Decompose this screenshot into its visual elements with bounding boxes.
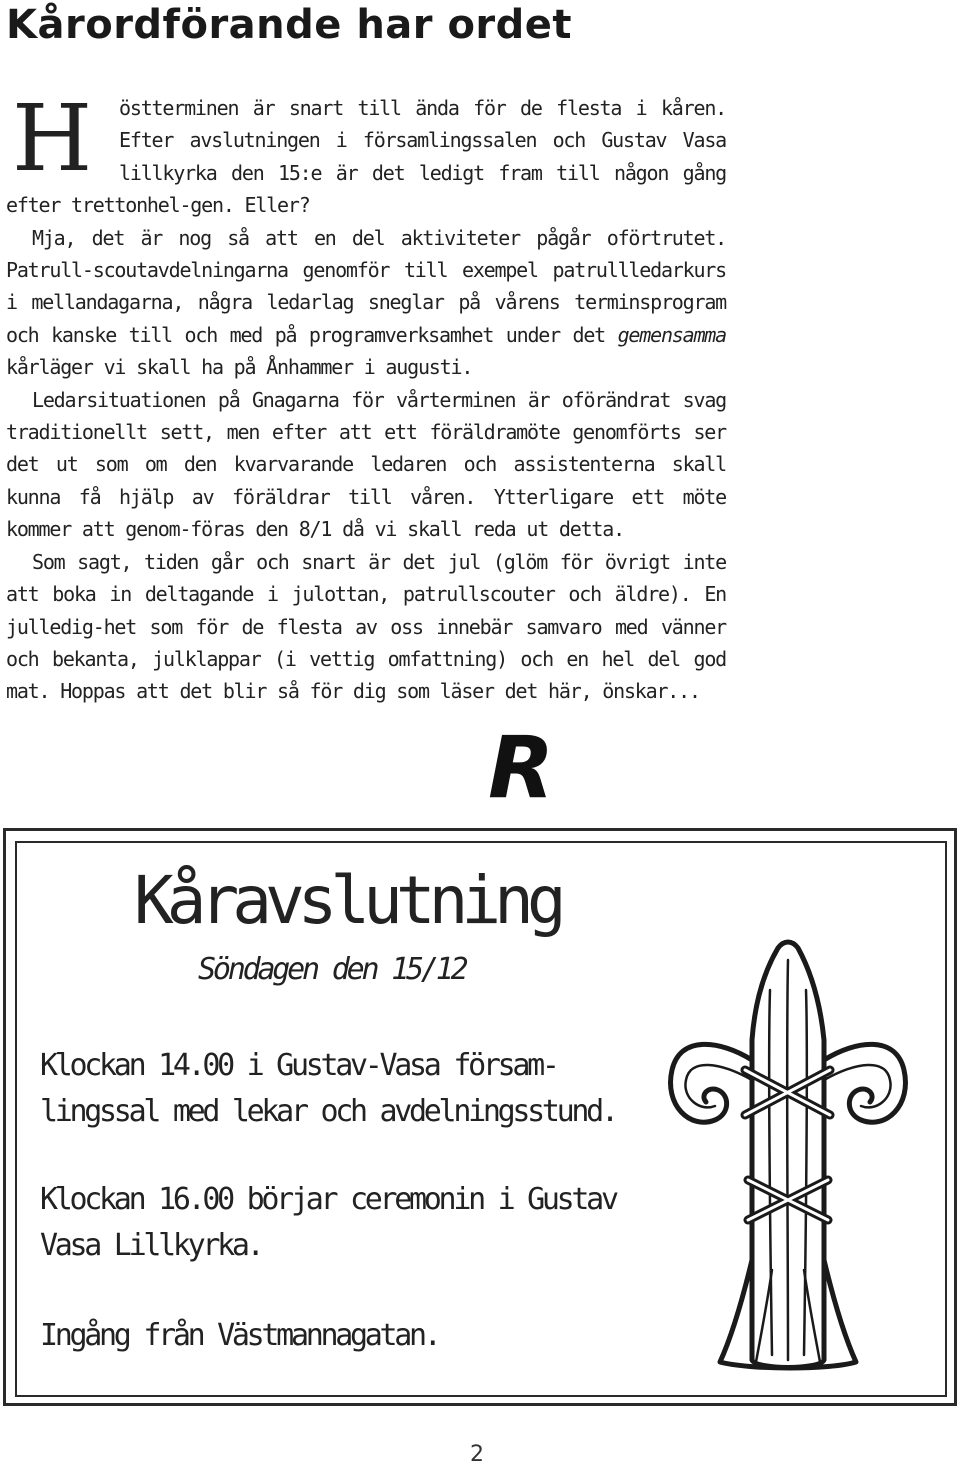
paragraph-4: Som sagt, tiden går och snart är det jul (glöm för övrigt inte att boka in deltagande i julottan, patrullscouter och äldre). En julledig-het som för de flesta av oss innebär samvaro med vänner och bekanta, julklappar (i vettig omfattning) och en hel del god mat. Hoppas att det blir så för dig som läser det här, önskar... bbox=[6, 549, 726, 704]
page-title: Kårordförande har ordet bbox=[6, 2, 573, 48]
event-schedule-line-1: Klockan 14.00 i Gustav-Vasa försam-lingssal med lekar och avdelningsstund. bbox=[40, 1048, 616, 1129]
signature-initial: R bbox=[488, 718, 555, 818]
paragraph-2 bbox=[6, 222, 726, 384]
paragraph-1 bbox=[6, 85, 726, 222]
paragraph-1-text: östterminen är snart till ända för de flesta i kåren. Efter avslutningen i församlingssalen och Gustav Vasa lillkyrka den 15:e är det ledigt fram till någon gång efter trettonhel-gen. Eller? bbox=[6, 96, 726, 218]
paragraph-3: Ledarsituationen på Gnagarna för vårterminen är oförändrat svag traditionellt sett, men efter att ett föräldramöte genomförts ser det ut som om den kvarvarande ledaren och assistenterna skall kunna få hjälp av föräldrar till våren. Ytterligare ett möte kommer att genom-föras den 8/1 då vi skall reda ut detta. bbox=[6, 387, 726, 542]
paragraph-2-text-a: Mja, det är nog så att en del aktiviteter pågår oförtrutet. Patrull-scoutavdelningarna genomför till exempel patrullledarkurs i mellandagarna, några ledarlag sneglar på vårens terminsprogram och kanske till och med på programverksamhet under det bbox=[6, 225, 726, 347]
paragraph-2-text-b: kårläger vi skall ha på Ånhammer i augusti. bbox=[6, 355, 473, 380]
event-schedule-line-2: Klockan 16.00 börjar ceremonin i Gustav Vasa Lillkyrka. bbox=[40, 1182, 616, 1263]
event-title: Kåravslutning bbox=[134, 862, 560, 939]
article-body bbox=[6, 85, 726, 708]
event-date: Söndagen den 15/12 bbox=[198, 952, 466, 987]
drop-cap: H bbox=[12, 85, 92, 192]
event-entrance-line: Ingång från Västmannagatan. bbox=[40, 1318, 439, 1353]
fleur-de-lis-icon bbox=[660, 930, 920, 1380]
page-number: 2 bbox=[470, 1442, 484, 1467]
paragraph-2-emphasis: gemensamma bbox=[617, 322, 726, 347]
